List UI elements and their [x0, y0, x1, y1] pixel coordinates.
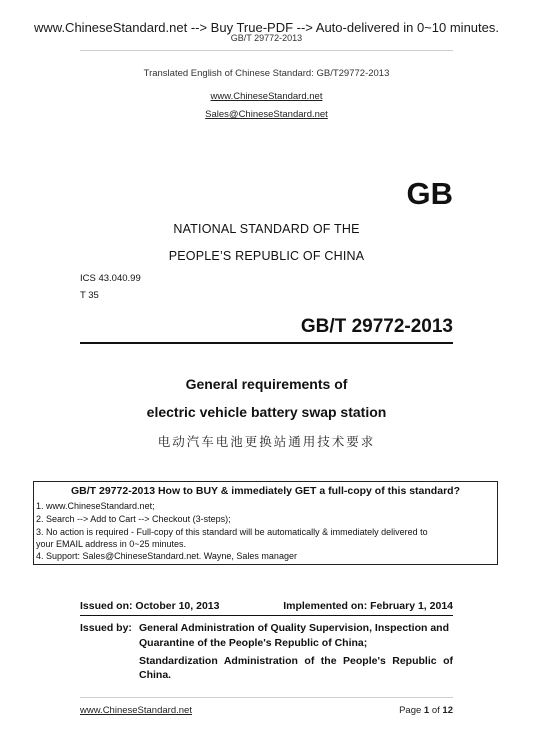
issuer-line: Quarantine of the People's Republic of China; — [139, 637, 368, 649]
dates-divider — [80, 615, 453, 616]
header-standard-code: GB/T 29772-2013 — [230, 33, 303, 43]
buy-step: 1. www.ChineseStandard.net; — [36, 501, 155, 511]
gb-logo: GB — [406, 176, 453, 211]
issuer-line: General Administration of Quality Supervision, Inspection and — [139, 622, 449, 634]
title-chinese: 电动汽车电池更换站通用技术要求 — [157, 434, 376, 449]
website-link[interactable]: www.ChineseStandard.net — [210, 91, 323, 102]
issued-date: Issued on: October 10, 2013 — [80, 600, 220, 612]
buy-box-heading: GB/T 29772-2013 How to BUY & immediately GET a full-copy of this standard? — [71, 485, 460, 497]
page-mid: of — [429, 705, 443, 716]
issuer-line: China. — [139, 669, 172, 681]
footer-divider — [80, 697, 453, 698]
buy-step: your EMAIL address in 0~25 minutes. — [36, 539, 186, 549]
footer-website-link[interactable]: www.ChineseStandard.net — [80, 705, 192, 716]
issued-by-label: Issued by: — [80, 622, 132, 634]
buy-instructions-box — [33, 481, 498, 565]
title-line2: electric vehicle battery swap station — [146, 404, 387, 420]
title-line1: General requirements of — [185, 376, 348, 392]
email-link[interactable]: Sales@ChineseStandard.net — [205, 109, 328, 120]
buy-step: 2. Search --> Add to Cart --> Checkout (3-steps); — [36, 514, 231, 524]
classification-code: T 35 — [80, 290, 99, 301]
website-link-wrap — [0, 86, 533, 104]
buy-step: 3. No action is required - Full-copy of this standard will be automatically & immediately delivered to — [36, 527, 428, 537]
code-divider — [80, 342, 453, 344]
national-standard-line1: NATIONAL STANDARD OF THE — [173, 222, 360, 236]
page-prefix: Page — [399, 705, 424, 716]
page-indicator — [399, 705, 453, 716]
top-banner[interactable]: www.ChineseStandard.net --> Buy True-PDF --> Auto-delivered in 0~10 minutes. — [34, 20, 499, 35]
email-link-wrap — [0, 104, 533, 122]
buy-step: 4. Support: Sales@ChineseStandard.net. Wayne, Sales manager — [36, 551, 297, 561]
implemented-date: Implemented on: February 1, 2014 — [283, 600, 453, 612]
ics-code: ICS 43.040.99 — [80, 273, 141, 284]
header-divider — [80, 50, 453, 51]
issuer-line: Standardization Administration of the People's Republic of — [139, 655, 453, 667]
translated-notice: Translated English of Chinese Standard: GB/T29772-2013 — [143, 68, 390, 79]
national-standard-line2: PEOPLE’S REPUBLIC OF CHINA — [168, 249, 365, 263]
page-current: 1 — [423, 705, 430, 716]
page-total: 12 — [442, 705, 453, 716]
standard-code: GB/T 29772-2013 — [300, 316, 453, 337]
